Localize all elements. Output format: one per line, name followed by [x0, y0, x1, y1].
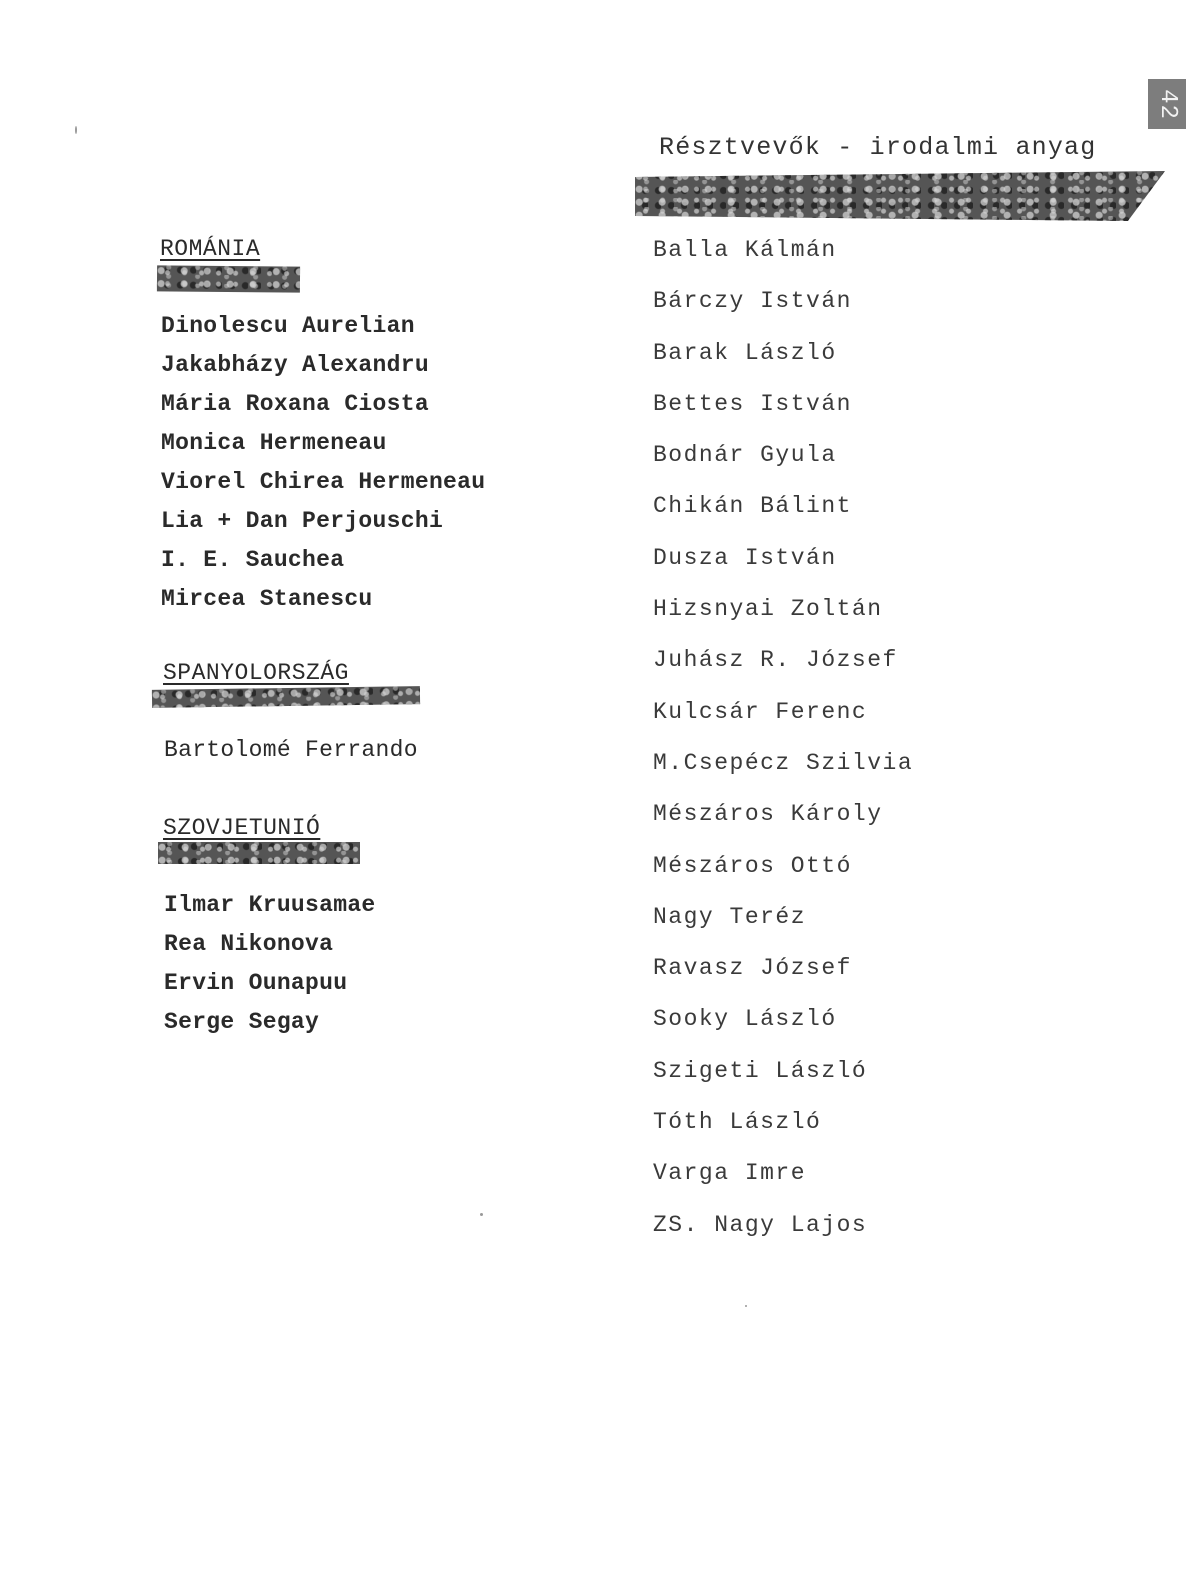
list-item: Ravasz József	[653, 955, 852, 982]
spain-names-list	[164, 731, 418, 770]
list-item: Dinolescu Aurelian	[161, 313, 415, 339]
list-item: Rea Nikonova	[164, 931, 334, 957]
list-item: Ilmar Kruusamae	[164, 892, 376, 918]
list-item: ZS. Nagy Lajos	[653, 1211, 868, 1238]
list-item: Bartolomé Ferrando	[164, 737, 418, 763]
page-title: Résztvevők - irodalmi anyag	[659, 133, 1097, 162]
list-item: Monica Hermeneau	[161, 430, 387, 456]
list-item: Varga Imre	[653, 1160, 807, 1187]
list-item: Bárczy István	[653, 288, 852, 315]
section-redaction-bar	[152, 686, 420, 708]
soviet-names-list	[164, 886, 376, 1042]
list-item: Szigeti László	[653, 1057, 868, 1084]
list-item: Jakabházy Alexandru	[161, 352, 429, 378]
list-item: Barak László	[653, 339, 837, 366]
list-item: Mircea Stanescu	[161, 586, 373, 612]
list-item: Balla Kálmán	[653, 237, 837, 263]
list-item: Ervin Ounapuu	[164, 970, 348, 996]
list-item: Mészáros Ottó	[653, 852, 852, 879]
list-item: Sooky László	[653, 1006, 837, 1033]
stray-mark	[75, 126, 77, 134]
section-heading-soviet-union: SZOVJETUNIÓ	[163, 815, 321, 841]
list-item: Hizsnyai Zoltán	[653, 596, 883, 623]
list-item: Bodnár Gyula	[653, 442, 837, 469]
list-item: Nagy Teréz	[653, 903, 807, 930]
list-item: Juhász R. József	[653, 647, 898, 674]
list-item: Lia + Dan Perjouschi	[161, 508, 444, 534]
romania-names-list	[161, 307, 485, 619]
title-redaction-bar	[635, 171, 1165, 221]
page-number-tab	[1148, 79, 1186, 129]
stray-mark	[480, 1213, 483, 1216]
list-item: Mészáros Károly	[653, 801, 883, 828]
section-redaction-bar	[158, 842, 360, 864]
section-heading-spain: SPANYOLORSZÁG	[163, 660, 349, 686]
list-item: Serge Segay	[164, 1009, 320, 1035]
list-item: M.Csepécz Szilvia	[653, 749, 914, 776]
list-item: Viorel Chirea Hermeneau	[161, 469, 486, 495]
page-number: 42	[1153, 88, 1181, 120]
stray-mark	[745, 1305, 747, 1307]
list-item: Tóth László	[653, 1109, 822, 1136]
section-heading-romania: ROMÁNIA	[160, 236, 261, 262]
list-item: Chikán Bálint	[653, 493, 852, 520]
participants-list	[653, 225, 913, 1251]
list-item: Bettes István	[653, 390, 852, 417]
list-item: Dusza István	[653, 544, 837, 571]
section-redaction-bar	[157, 265, 300, 292]
list-item: I. E. Sauchea	[161, 547, 345, 573]
list-item: Kulcsár Ferenc	[653, 698, 868, 725]
list-item: Mária Roxana Ciosta	[161, 391, 429, 417]
